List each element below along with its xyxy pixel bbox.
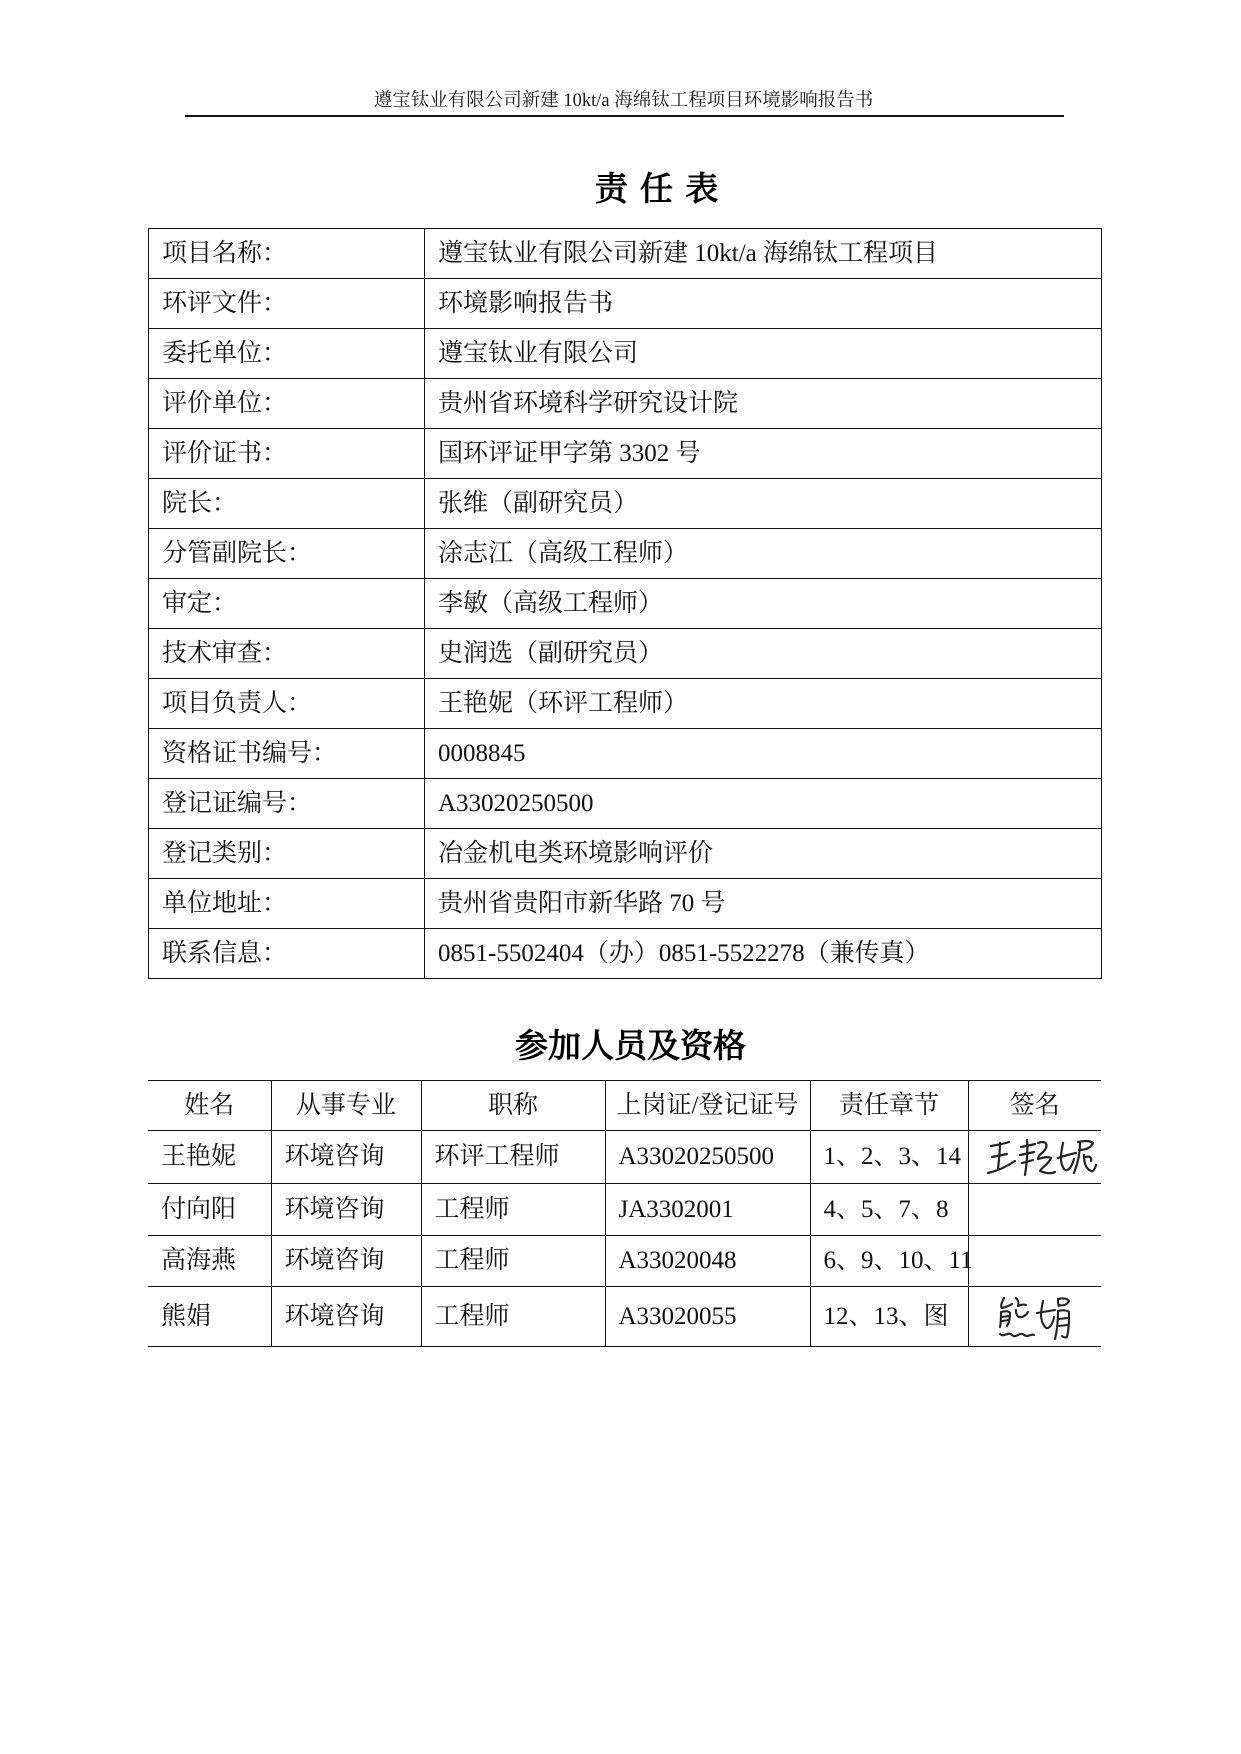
row-deputy-director xyxy=(149,529,1102,579)
personnel-row xyxy=(148,1287,1101,1347)
project-name-value: 遵宝钛业有限公司新建 10kt/a 海绵钛工程项目 xyxy=(425,229,1102,279)
qualification-certificate-no-label: 资格证书编号： xyxy=(149,729,425,779)
person-signature xyxy=(968,1131,1101,1184)
row-registration-certificate-no xyxy=(149,779,1102,829)
responsibility-table xyxy=(148,228,1102,979)
row-project-lead xyxy=(149,679,1102,729)
person-certificate-number: JA3302001 xyxy=(605,1184,810,1236)
qualification-certificate-no-value: 0008845 xyxy=(425,729,1102,779)
row-qualification-certificate-no xyxy=(149,729,1102,779)
person-signature xyxy=(968,1287,1101,1347)
assessment-certificate-label: 评价证书： xyxy=(149,429,425,479)
person-name: 高海燕 xyxy=(148,1236,271,1287)
row-project-name xyxy=(149,229,1102,279)
personnel-table-head xyxy=(148,1081,1101,1131)
unit-address-value: 贵州省贵阳市新华路 70 号 xyxy=(425,879,1102,929)
technical-reviewer-value: 史润选（副研究员） xyxy=(425,629,1102,679)
person-signature xyxy=(968,1184,1101,1236)
person-specialty: 环境咨询 xyxy=(271,1131,421,1184)
project-lead-value: 王艳妮（环评工程师） xyxy=(425,679,1102,729)
person-job-title: 工程师 xyxy=(421,1236,605,1287)
personnel-header-row xyxy=(148,1081,1101,1131)
person-certificate-number: A33020250500 xyxy=(605,1131,810,1184)
approver-value: 李敏（高级工程师） xyxy=(425,579,1102,629)
project-name-label: 项目名称： xyxy=(149,229,425,279)
personnel-row xyxy=(148,1236,1101,1287)
assessment-unit-value: 贵州省环境科学研究设计院 xyxy=(425,379,1102,429)
person-job-title: 工程师 xyxy=(421,1184,605,1236)
responsibility-table-title: 责 任 表 xyxy=(594,172,719,208)
person-signature xyxy=(968,1236,1101,1287)
person-job-title: 环评工程师 xyxy=(421,1131,605,1184)
person-chapters: 12、13、图 xyxy=(810,1287,968,1347)
row-technical-reviewer xyxy=(149,629,1102,679)
institute-director-label: 院长： xyxy=(149,479,425,529)
column-header-job-title: 职称 xyxy=(421,1081,605,1131)
row-contact-info xyxy=(149,929,1102,979)
person-chapters: 6、9、10、11 xyxy=(810,1236,968,1287)
contact-info-value: 0851-5502404（办）0851-5522278（兼传真） xyxy=(425,929,1102,979)
person-name: 王艳妮 xyxy=(148,1131,271,1184)
person-specialty: 环境咨询 xyxy=(271,1184,421,1236)
unit-address-label: 单位地址： xyxy=(149,879,425,929)
row-eia-document xyxy=(149,279,1102,329)
assessment-unit-label: 评价单位： xyxy=(149,379,425,429)
registration-category-label: 登记类别： xyxy=(149,829,425,879)
handwritten-signature xyxy=(997,1293,1073,1341)
row-assessment-unit xyxy=(149,379,1102,429)
assessment-certificate-value: 国环评证甲字第 3302 号 xyxy=(425,429,1102,479)
column-header-certificate: 上岗证/登记证号 xyxy=(605,1081,810,1131)
row-assessment-certificate xyxy=(149,429,1102,479)
registration-category-value: 冶金机电类环境影响评价 xyxy=(425,829,1102,879)
person-job-title: 工程师 xyxy=(421,1287,605,1347)
handwritten-signature xyxy=(985,1134,1097,1180)
eia-document-value: 环境影响报告书 xyxy=(425,279,1102,329)
row-registration-category xyxy=(149,829,1102,879)
technical-reviewer-label: 技术审查： xyxy=(149,629,425,679)
row-commissioning-unit xyxy=(149,329,1102,379)
deputy-director-value: 涂志江（高级工程师） xyxy=(425,529,1102,579)
personnel-table-body xyxy=(148,1131,1101,1347)
personnel-row xyxy=(148,1184,1101,1236)
personnel-table xyxy=(148,1080,1101,1347)
approver-label: 审定： xyxy=(149,579,425,629)
person-certificate-number: A33020048 xyxy=(605,1236,810,1287)
person-specialty: 环境咨询 xyxy=(271,1236,421,1287)
row-institute-director xyxy=(149,479,1102,529)
person-chapters: 1、2、3、14 xyxy=(810,1131,968,1184)
person-specialty: 环境咨询 xyxy=(271,1287,421,1347)
registration-certificate-no-label: 登记证编号： xyxy=(149,779,425,829)
column-header-specialty: 从事专业 xyxy=(271,1081,421,1131)
registration-certificate-no-value: A33020250500 xyxy=(425,779,1102,829)
personnel-row xyxy=(148,1131,1101,1184)
header-rule xyxy=(185,115,1064,117)
commissioning-unit-label: 委托单位： xyxy=(149,329,425,379)
column-header-name: 姓名 xyxy=(148,1081,271,1131)
person-name: 熊娟 xyxy=(148,1287,271,1347)
person-name: 付向阳 xyxy=(148,1184,271,1236)
column-header-signature: 签名 xyxy=(968,1081,1101,1131)
personnel-table-title: 参加人员及资格 xyxy=(515,1029,746,1065)
deputy-director-label: 分管副院长： xyxy=(149,529,425,579)
contact-info-label: 联系信息： xyxy=(149,929,425,979)
project-lead-label: 项目负责人： xyxy=(149,679,425,729)
eia-document-label: 环评文件： xyxy=(149,279,425,329)
column-header-chapters: 责任章节 xyxy=(810,1081,968,1131)
running-header: 遵宝钛业有限公司新建 10kt/a 海绵钛工程项目环境影响报告书 xyxy=(373,91,874,111)
row-approver xyxy=(149,579,1102,629)
institute-director-value: 张维（副研究员） xyxy=(425,479,1102,529)
person-chapters: 4、5、7、8 xyxy=(810,1184,968,1236)
responsibility-table-body xyxy=(149,229,1102,979)
commissioning-unit-value: 遵宝钛业有限公司 xyxy=(425,329,1102,379)
person-certificate-number: A33020055 xyxy=(605,1287,810,1347)
row-unit-address xyxy=(149,879,1102,929)
